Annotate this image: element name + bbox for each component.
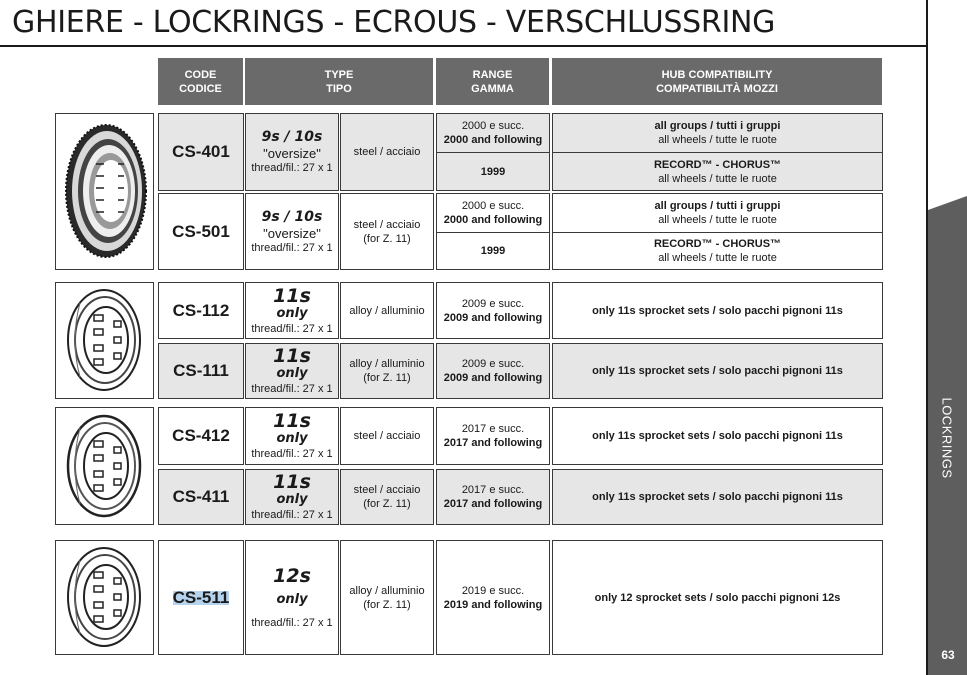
code-cell <box>158 540 244 655</box>
header-range-en: RANGE <box>472 68 513 81</box>
lockring-12s-image <box>55 540 154 655</box>
speed-type: 11s <box>273 345 311 367</box>
range-it: 2000 e succ. <box>461 200 525 212</box>
compat-cell <box>552 407 883 465</box>
range-cell <box>436 282 550 339</box>
compat-cell <box>552 152 883 191</box>
range-en: 2000 and following <box>443 214 543 226</box>
side-tab-bevel <box>928 196 967 210</box>
thread-spec: thread/fil.: 27 x 1 <box>251 383 333 395</box>
material-note: (for Z. 11) <box>363 598 411 611</box>
type-cell <box>245 540 339 655</box>
range-it: 2017 e succ. <box>461 484 525 496</box>
compat-cell <box>552 540 883 655</box>
range-en: 2017 and following <box>443 498 543 510</box>
material-cell <box>340 193 434 270</box>
material: steel / acciaio <box>353 484 421 496</box>
compat-groups: all groups / tutti i gruppi <box>654 120 781 132</box>
material-cell <box>340 113 434 191</box>
compat-wheels: all wheels / tutte le ruote <box>658 214 777 226</box>
material: steel / acciaio <box>353 218 421 231</box>
range-it: 2009 e succ. <box>461 297 525 310</box>
material-note: (for Z. 11) <box>363 498 411 510</box>
range-year: 1999 <box>480 165 506 178</box>
lockring-11s-icon <box>56 283 153 398</box>
code-cell <box>158 113 244 191</box>
speed-type: 11s <box>273 471 311 493</box>
compat-text: only 11s sprocket sets / solo pacchi pignoni 11s <box>592 304 843 317</box>
material: alloy / alluminio <box>349 358 425 370</box>
thread-spec: thread/fil.: 27 x 1 <box>251 322 333 335</box>
header-code <box>158 58 243 105</box>
range-it: 2017 e succ. <box>461 423 525 435</box>
type-cell <box>245 343 339 399</box>
material-note: (for Z. 11) <box>363 372 411 384</box>
material: alloy / alluminio <box>349 304 425 317</box>
header-range <box>436 58 549 105</box>
compat-cell <box>552 282 883 339</box>
thread-spec: thread/fil.: 27 x 1 <box>251 616 333 629</box>
lockring-oversize-image <box>55 113 154 270</box>
range-cell <box>436 113 550 153</box>
thread-spec: thread/fil.: 27 x 1 <box>251 448 333 460</box>
type-note: only <box>276 492 308 507</box>
header-hub <box>552 58 882 105</box>
range-cell <box>436 343 550 399</box>
code-cell <box>158 282 244 339</box>
type-note: only <box>276 366 308 381</box>
material-cell <box>340 469 434 525</box>
compat-text: only 12 sprocket sets / solo pacchi pignoni 12s <box>594 591 841 604</box>
type-note: only <box>276 305 308 321</box>
material-cell <box>340 407 434 465</box>
type-cell <box>245 407 339 465</box>
code-cell <box>158 343 244 399</box>
range-en: 2009 and following <box>443 372 543 384</box>
thread-spec: thread/fil.: 27 x 1 <box>251 509 333 521</box>
compat-wheels: all wheels / tutte le ruote <box>658 252 777 264</box>
material: steel / acciaio <box>353 146 421 158</box>
title-rule <box>0 45 928 47</box>
code-cell <box>158 193 244 270</box>
range-en: 2017 and following <box>443 437 543 449</box>
lockring-11s-icon <box>56 408 153 524</box>
header-type-it: TIPO <box>326 82 352 95</box>
type-note: "oversize" <box>263 146 321 161</box>
material: alloy / alluminio <box>349 584 425 597</box>
lockring-11s-steel-image <box>55 407 154 525</box>
thread-spec: thread/fil.: 27 x 1 <box>251 162 333 174</box>
compat-text: only 11s sprocket sets / solo pacchi pignoni 11s <box>592 365 843 377</box>
range-cell <box>436 193 550 233</box>
speed-type: 11s <box>273 284 311 307</box>
compat-cell <box>552 113 883 153</box>
material-cell <box>340 540 434 655</box>
header-type <box>245 58 433 105</box>
page-title: GHIERE - LOCKRINGS - ECROUS - VERSCHLUSSRING <box>12 5 776 40</box>
side-tab-label: LOCKRINGS <box>939 397 955 479</box>
lockring-12s-icon <box>56 541 153 654</box>
range-cell <box>436 540 550 655</box>
compat-cell <box>552 232 883 270</box>
header-type-en: TYPE <box>324 68 354 81</box>
compat-text: only 11s sprocket sets / solo pacchi pignoni 11s <box>592 491 843 503</box>
product-code: CS-111 <box>173 361 229 380</box>
compat-cell <box>552 469 883 525</box>
range-en: 2009 and following <box>443 311 543 324</box>
thread-spec: thread/fil.: 27 x 1 <box>251 241 333 254</box>
header-code-it: CODICE <box>179 82 222 95</box>
compat-wheels: all wheels / tutte le ruote <box>658 172 777 185</box>
material-cell <box>340 282 434 339</box>
range-cell <box>436 152 550 191</box>
range-it: 2000 e succ. <box>461 120 525 132</box>
header-range-it: GAMMA <box>471 82 514 95</box>
header-hub-it: COMPATIBILITÀ MOZZI <box>656 82 778 95</box>
range-cell <box>436 407 550 465</box>
product-code: CS-411 <box>172 487 230 506</box>
range-year: 1999 <box>480 245 506 257</box>
material: steel / acciaio <box>353 430 421 442</box>
header-code-en: CODE <box>184 68 217 81</box>
type-cell <box>245 113 339 191</box>
type-note: "oversize" <box>263 225 321 241</box>
header-hub-en: HUB COMPATIBILITY <box>661 68 773 81</box>
compat-groups: RECORD™ - CHORUS™ <box>653 158 782 171</box>
range-cell <box>436 232 550 270</box>
page-number: 63 <box>941 648 955 662</box>
product-code: CS-112 <box>172 300 230 320</box>
type-cell <box>245 282 339 339</box>
lockring-oversize-icon <box>56 114 153 269</box>
material-note: (for Z. 11) <box>363 232 411 245</box>
material-cell <box>340 343 434 399</box>
speed-type: 9s / 10s <box>261 208 323 225</box>
type-note: only <box>276 591 308 607</box>
type-cell <box>245 469 339 525</box>
type-cell <box>245 193 339 270</box>
compat-wheels: all wheels / tutte le ruote <box>658 134 777 146</box>
product-code: CS-501 <box>172 221 230 241</box>
code-cell <box>158 469 244 525</box>
speed-type: 12s <box>273 564 311 587</box>
speed-type: 9s / 10s <box>261 129 323 145</box>
range-en: 2019 and following <box>443 598 543 611</box>
code-cell <box>158 407 244 465</box>
range-it: 2009 e succ. <box>461 358 525 370</box>
compat-cell <box>552 343 883 399</box>
product-code: CS-412 <box>172 426 230 445</box>
compat-groups: all groups / tutti i gruppi <box>654 200 781 212</box>
product-code-selected[interactable]: CS-511 <box>172 587 230 607</box>
compat-cell <box>552 193 883 233</box>
range-it: 2019 e succ. <box>461 584 525 597</box>
lockring-11s-alloy-image <box>55 282 154 399</box>
compat-text: only 11s sprocket sets / solo pacchi pignoni 11s <box>592 430 843 442</box>
speed-type: 11s <box>273 410 311 432</box>
type-note: only <box>276 431 308 446</box>
range-en: 2000 and following <box>443 134 543 146</box>
compat-groups: RECORD™ - CHORUS™ <box>653 238 782 250</box>
product-code: CS-401 <box>172 142 230 161</box>
range-cell <box>436 469 550 525</box>
